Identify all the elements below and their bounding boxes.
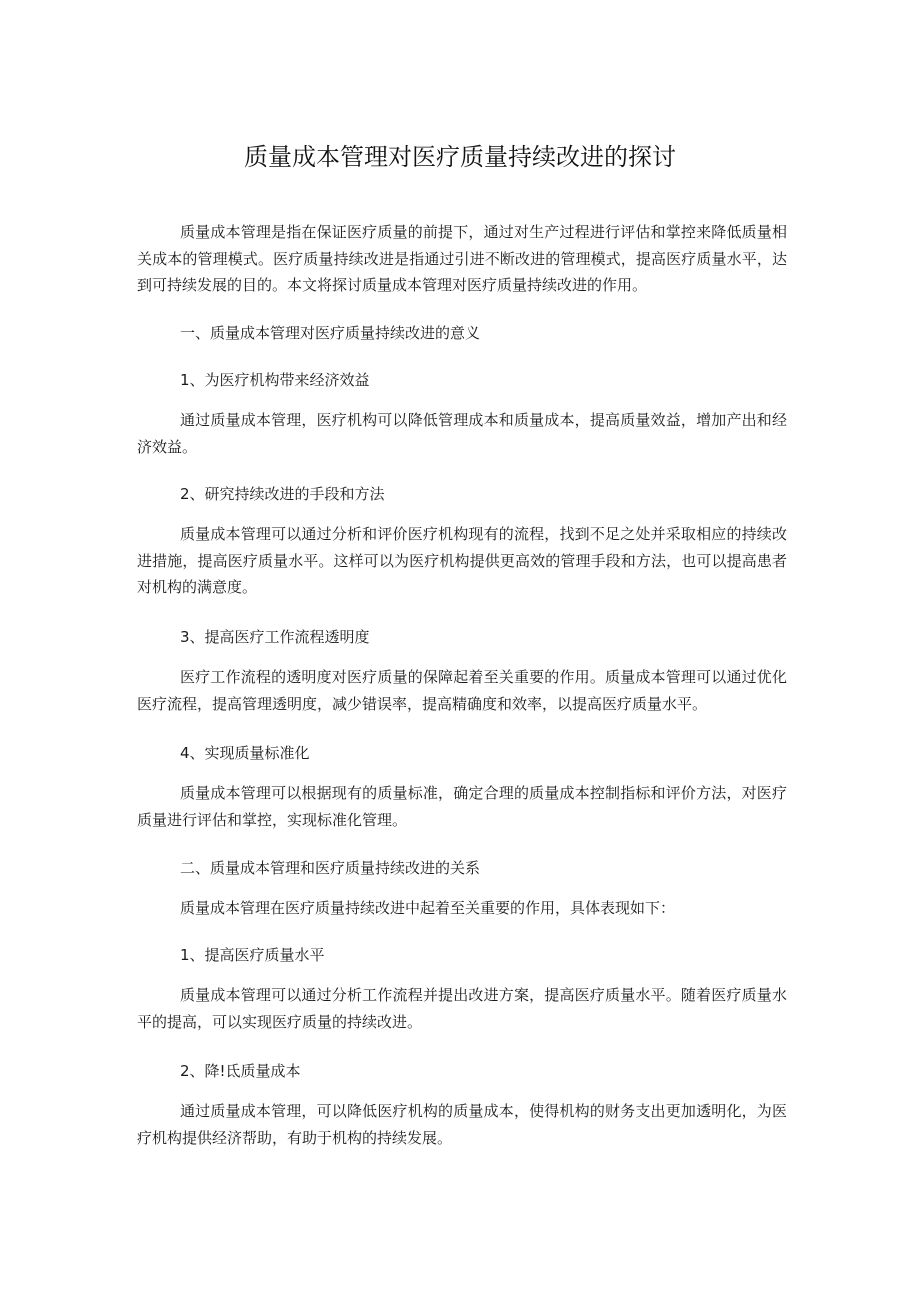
section-heading-1: 一、质量成本管理对医疗质量持续改进的意义 xyxy=(180,324,481,342)
subheading-2-1: 1、提高医疗质量水平 xyxy=(180,946,325,964)
paragraph-1-3: 医疗工作流程的透明度对医疗质量的保障起着至关重要的作用。质量成本管理可以通过优化医疗流程，提高管理透明度，减少错误率，提高精确度和效率，以提高医疗质量水平。 xyxy=(137,668,787,713)
subheading-1-2: 2、研究持续改进的手段和方法 xyxy=(180,485,385,503)
document-title: 质量成本管理对医疗质量持续改进的探讨 xyxy=(244,143,676,171)
subheading-1-1: 1、为医疗机构带来经济效益 xyxy=(180,371,370,389)
subheading-1-4: 4、实现质量标准化 xyxy=(180,744,310,762)
section-heading-2: 二、质量成本管理和医疗质量持续改进的关系 xyxy=(180,859,481,877)
subheading-1-3: 3、提高医疗工作流程透明度 xyxy=(180,628,370,646)
paragraph-1-4: 质量成本管理可以根据现有的质量标准，确定合理的质量成本控制指标和评价方法，对医疗质量进行评估和掌控，实现标准化管理。 xyxy=(137,784,787,829)
intro-paragraph: 质量成本管理是指在保证医疗质量的前提下，通过对生产过程进行评估和掌控来降低质量相关成本的管理模式。医疗质量持续改进是指通过引进不断改进的管理模式，提高医疗质量水平，达到可持续发展的目的。本文将探讨质量成本管理对医疗质量持续改进的作用。 xyxy=(137,223,787,294)
paragraph-2-1: 质量成本管理可以通过分析工作流程并提出改进方案，提高医疗质量水平。随着医疗质量水平的提高，可以实现医疗质量的持续改进。 xyxy=(137,986,787,1031)
paragraph-1-2: 质量成本管理可以通过分析和评价医疗机构现有的流程，找到不足之处并采取相应的持续改进措施，提高医疗质量水平。这样可以为医疗机构提供更高效的管理手段和方法，也可以提高患者对机构的满意度。 xyxy=(137,525,787,596)
paragraph-1-1: 通过质量成本管理，医疗机构可以降低管理成本和质量成本，提高质量效益，增加产出和经济效益。 xyxy=(137,411,787,456)
paragraph-2-2: 通过质量成本管理，可以降低医疗机构的质量成本，使得机构的财务支出更加透明化，为医疗机构提供经济帮助，有助于机构的持续发展。 xyxy=(137,1102,787,1147)
subheading-2-2: 2、降!氐质量成本 xyxy=(180,1062,301,1080)
section-2-intro: 质量成本管理在医疗质量持续改进中起着至关重要的作用，具体表现如下： xyxy=(180,899,676,917)
